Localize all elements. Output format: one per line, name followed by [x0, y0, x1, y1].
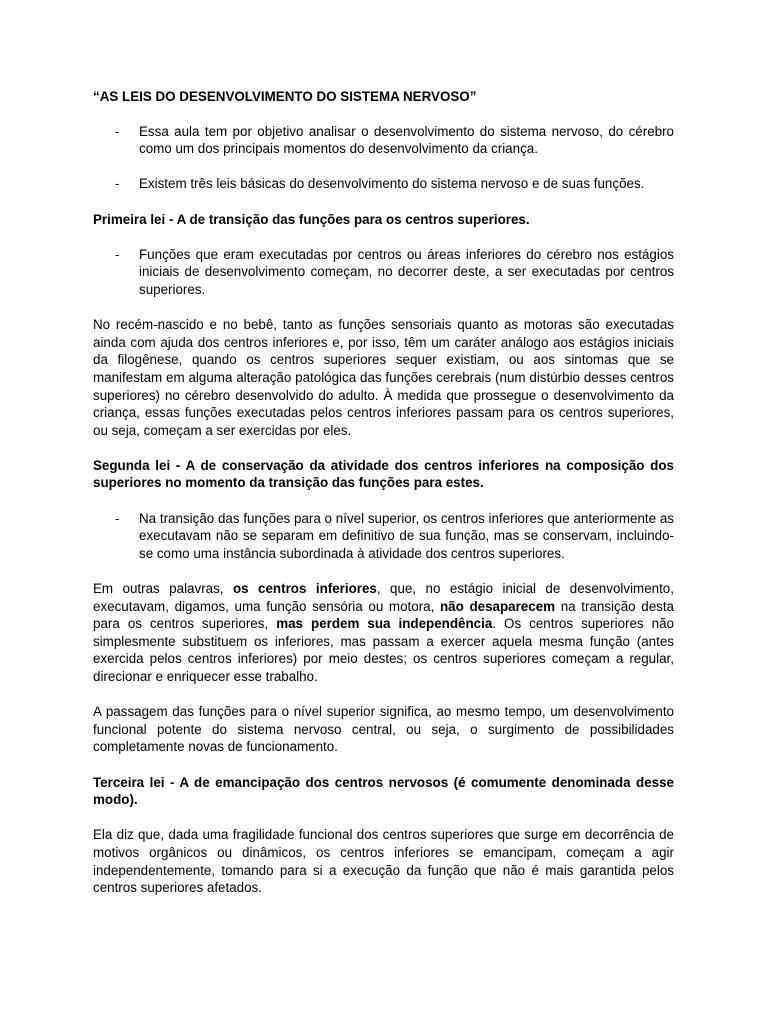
bullet-text: Na transição das funções para o nível superior, os centros inferiores que anteriormente as executavam não se separam em definitivo de sua função, mas se conservam, incluindo-se como uma instância subordinada à atividade dos centros superiores.	[139, 510, 674, 561]
bullet-text: Funções que eram executadas por centros ou áreas inferiores do cérebro nos estágios iniciais de desenvolvimento começam, no decorrer deste, a ser executadas por centros superiores.	[139, 246, 674, 297]
text-run: , que, no estágio inicial de desenvolvimento, executavam, digamos, uma função sensória ou motora,	[93, 581, 674, 614]
bold-run: não desaparecem	[439, 598, 556, 614]
law2-bullet	[93, 510, 674, 563]
bullet-dash: -	[115, 123, 120, 139]
law1-bullet	[93, 246, 674, 299]
bullet-dash: -	[115, 246, 120, 262]
law3-heading: Terceira lei - A de emancipação dos centros nervosos (é comumente denominada desse modo).	[93, 774, 674, 808]
law3-paragraph: Ela diz que, dada uma fragilidade funcional dos centros superiores que surge em decorrência de motivos orgânicos ou dinâmicos, os centros inferiores se emancipam, começam a agir independentemente, tomando para si a execução da função que não é mais garantida pelos centros superiores afetados.	[93, 827, 674, 896]
text-run: na transição desta para os centros superiores,	[93, 598, 675, 632]
bullet-text: Existem três leis básicas do desenvolvimento do sistema nervoso e de suas funções.	[139, 176, 645, 192]
law2-paragraph-2: A passagem das funções para o nível superior significa, ao mesmo tempo, um desenvolvimento funcional potente do sistema nervoso central, ou seja, o surgimento de possibilidades completamente novas de funcionamento.	[93, 704, 674, 755]
law2-paragraph-1	[93, 580, 674, 686]
bullet-text: Essa aula tem por objetivo analisar o desenvolvimento do sistema nervoso, do cérebro como um dos principais momentos do desenvolvimento da criança.	[139, 123, 674, 157]
bold-run: os centros inferiores	[232, 581, 377, 597]
bold-run: mas perdem sua independência	[276, 616, 493, 632]
document-page	[93, 88, 674, 914]
text-run: Em outras palavras,	[93, 581, 233, 597]
text-run: . Os centros superiores não simplesmente substituem os inferiores, mas passam a exercer aquela mesma função (antes exercida pelos centros inferiores) por meio destes; os centros superiores começam a regular, direcionar e enriquecer esse trabalho.	[93, 616, 674, 684]
bullet-dash: -	[115, 510, 120, 526]
law2-heading: Segunda lei - A de conservação da atividade dos centros inferiores na composição dos superiores no momento da transição das funções para estes.	[93, 457, 674, 491]
bullet-dash: -	[115, 176, 120, 192]
document-title: “AS LEIS DO DESENVOLVIMENTO DO SISTEMA NERVOSO”	[93, 89, 477, 104]
intro-bullet-2	[93, 175, 674, 193]
law1-heading: Primeira lei - A de transição das funções para os centros superiores.	[93, 211, 530, 227]
intro-bullet-1	[93, 123, 674, 158]
law1-paragraph: No recém-nascido e no bebê, tanto as funções sensoriais quanto as motoras são executadas ainda com ajuda dos centros inferiores e, por isso, têm um caráter análogo aos estágios iniciais da filogênese, quando os centros superiores sequer existiam, ou aos sintomas que se manifestam em alguma alteração patológica das funções cerebrais (num distúrbio desses centros superiores) no cérebro desenvolvido do adulto. À medida que prossegue o desenvolvimento da criança, essas funções executadas pelos centros inferiores passam para os centros superiores, ou seja, começam a ser exercidas por eles.	[93, 317, 674, 438]
